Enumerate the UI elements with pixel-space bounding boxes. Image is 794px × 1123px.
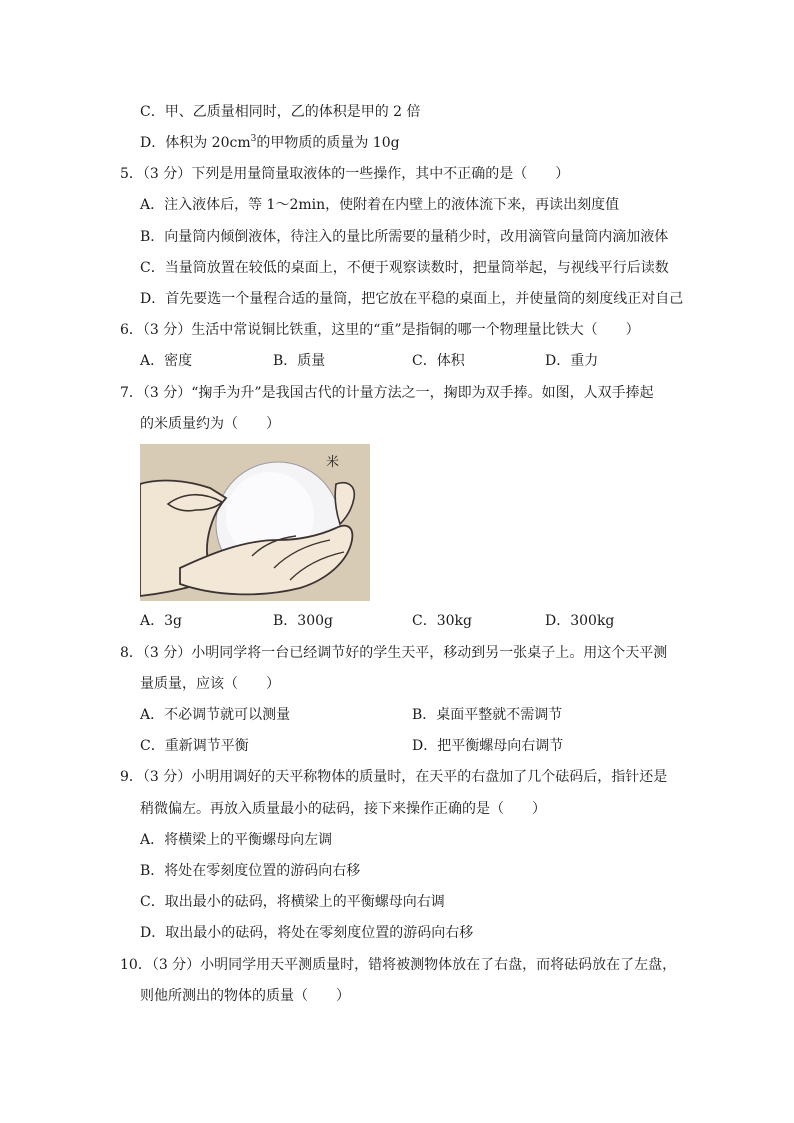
- question-7-option-b: B．300g: [273, 613, 333, 629]
- question-8-option-c: C．重新调节平衡: [140, 738, 249, 754]
- question-5-option-a: A．注入液体后，等 1～2min，使附着在内壁上的液体流下来，再读出刻度值: [140, 197, 620, 213]
- question-9-stem-line1: 9．（3 分）小明用调好的天平称物体的质量时，在天平的右盘加了几个砝码后，指针还是: [120, 769, 668, 785]
- question-10-stem-line1: 10．（3 分）小明同学用天平测质量时，错将被测物体放在了右盘，而将砝码放在了左盘，: [120, 957, 677, 973]
- question-8-option-d: D．把平衡螺母向右调节: [412, 738, 564, 754]
- option-d-q4-part1: D．体积为 20cm: [140, 135, 251, 151]
- question-8-option-b: B．桌面平整就不需调节: [412, 707, 563, 723]
- question-5-stem: 5．（3 分）下列是用量筒量取液体的一些操作，其中不正确的是（ ）: [120, 166, 570, 182]
- question-5-option-c: C．当量筒放置在较低的桌面上，不便于观察读数时，把量筒举起，与视线平行后读数: [140, 260, 669, 276]
- question-9-option-b: B．将处在零刻度位置的游码向右移: [140, 863, 361, 879]
- question-5-option-b: B．向量筒内倾倒液体，待注入的量比所需要的量稍少时，改用滴管向量筒内滴加液体: [140, 229, 669, 245]
- hands-holding-rice-figure: [140, 444, 370, 601]
- question-9-option-a: A．将横梁上的平衡螺母向左调: [140, 832, 333, 848]
- option-d-q4-part2: 的甲物质的质量为 10g: [256, 135, 400, 151]
- option-d-q4: [140, 134, 400, 152]
- question-7-option-a: A．3g: [140, 613, 182, 629]
- rice-label: 米: [326, 455, 340, 470]
- question-8-stem-line1: 8．（3 分）小明同学将一台已经调节好的学生天平，移动到另一张桌子上。用这个天平测: [120, 645, 668, 661]
- hands-holding-rice-illustration: [140, 444, 370, 601]
- question-7-option-d: D．300kg: [545, 613, 615, 629]
- question-7-option-c: C．30kg: [412, 613, 472, 629]
- question-9-stem-line2: 稍微偏左。再放入质量最小的砝码，接下来操作正确的是（ ）: [140, 801, 546, 817]
- question-8-stem-line2: 量质量，应该（ ）: [140, 676, 280, 692]
- question-6-option-b: B．质量: [273, 353, 326, 369]
- question-6-option-a: A．密度: [140, 353, 193, 369]
- question-6-option-c: C．体积: [412, 353, 465, 369]
- question-8-option-a: A．不必调节就可以测量: [140, 707, 291, 723]
- superscript-3: 3: [250, 134, 257, 144]
- question-6-option-d: D．重力: [545, 353, 599, 369]
- question-7-stem-line2: 的米质量约为（ ）: [140, 416, 280, 432]
- option-c-q4: C．甲、乙质量相同时，乙的体积是甲的 2 倍: [140, 104, 421, 120]
- question-9-option-c: C．取出最小的砝码，将横梁上的平衡螺母向右调: [140, 894, 445, 910]
- question-9-option-d: D．取出最小的砝码，将处在零刻度位置的游码向右移: [140, 925, 474, 941]
- question-5-option-d: D．首先要选一个量程合适的量筒，把它放在平稳的桌面上，并使量筒的刻度线正对自己: [140, 291, 684, 307]
- question-10-stem-line2: 则他所测出的物体的质量（ ）: [140, 988, 350, 1004]
- question-7-stem-line1: 7．（3 分）“掬手为升”是我国古代的计量方法之一，掬即为双手捧。如图，人双手捧起: [120, 385, 654, 401]
- question-6-stem: 6．（3 分）生活中常说铜比铁重，这里的“重”是指铜的哪一个物理量比铁大（ ）: [120, 322, 640, 338]
